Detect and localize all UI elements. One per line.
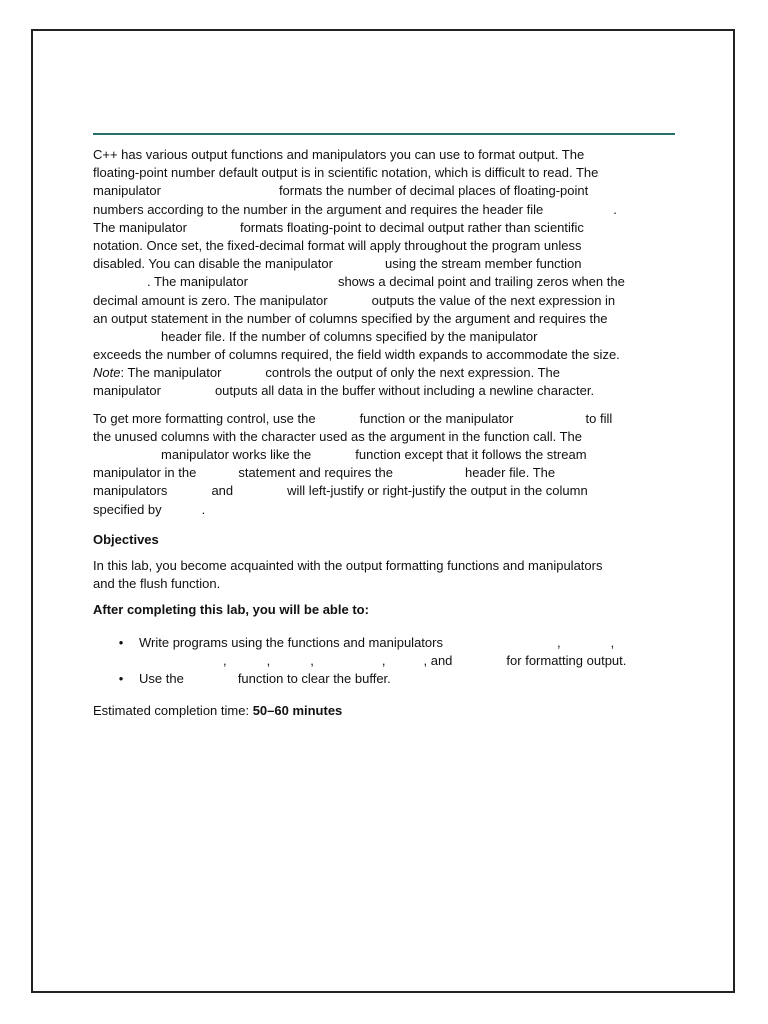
text: To get more formatting control, use the [93,410,316,426]
outcomes-list [93,634,677,689]
text-line [93,328,677,346]
text: manipulator in the [93,465,197,481]
text: . [201,501,206,517]
text: , [556,634,561,650]
intro-paragraph [93,146,677,401]
objectives-text: In this lab, you become acquainted with the output formatting functions and manipulators [93,557,603,573]
text: specified by [93,501,162,517]
bullet-icon: • [118,634,124,650]
document-body [93,146,677,720]
text: exceeds the number of columns required, the field width expands to accommodate the size. [93,347,620,363]
text: formats the number of decimal places of floating-point [278,183,589,199]
text: , [266,652,271,668]
text-line [93,292,677,310]
text: : The manipulator [120,365,222,381]
text-line [93,201,677,219]
text: The manipulator [93,219,187,235]
text: using the stream member function [384,256,582,272]
text: outputs all data in the buffer without including a newline character. [214,383,595,399]
text-line [93,446,677,464]
text: Use the [139,670,184,686]
text-line [93,382,677,400]
text: to fill [585,410,613,426]
formatting-paragraph [93,410,677,519]
text: C++ has various output functions and manipulators you can use to format output. The [93,147,585,162]
list-item [93,634,677,670]
text-line [93,219,677,237]
text: manipulators [93,483,168,499]
text: function to clear the buffer. [237,670,391,686]
text: will left-justify or right-justify the output in the column [287,483,588,499]
text: disabled. You can disable the manipulator [93,256,333,272]
text: formats floating-point to decimal output rather than scientific [239,219,584,235]
text: decimal amount is zero. The manipulator [93,292,328,308]
text: function except that it follows the stream [355,447,587,462]
text-line [93,364,677,382]
text: , and [423,652,453,668]
text: for formatting output. [506,652,627,668]
text: , [310,652,314,668]
text: manipulator works like the [161,447,312,462]
text: numbers according to the number in the argument and requires the header file [93,201,544,217]
text-line [93,273,677,291]
estimated-time [93,702,677,720]
text: manipulator [93,383,161,399]
note-label: Note [93,365,121,381]
text: outputs the value of the next expression in [371,292,616,308]
bullet-icon: • [118,670,124,686]
text: floating-point number default output is in scientific notation, which is difficult to read. The [93,165,599,181]
text-line [93,464,677,482]
text-line [93,255,677,273]
text-line [93,482,677,500]
text: Write programs using the functions and manipulators [139,634,443,650]
text: , [610,634,615,650]
text: function or the manipulator [359,410,514,426]
text: the unused columns with the character used as the argument in the function call. The [93,428,582,444]
text: an output statement in the number of columns specified by the argument and requires the [93,310,608,326]
text: controls the output of only the next expression. The [265,365,561,381]
list-item [93,670,677,688]
text: header file. The [465,465,556,481]
text-line [93,237,677,255]
text: header file. If the number of columns specified by the manipulator [161,328,538,344]
text-line [93,182,677,200]
objectives-heading: Objectives [93,531,159,547]
estimate-value: 50–60 minutes [252,703,343,719]
after-heading: After completing this lab, you will be able to: [93,602,369,618]
text-line [93,501,677,519]
text: . The manipulator [147,274,248,290]
text-line [93,346,677,364]
text: and [211,483,234,499]
text-line [93,146,677,164]
text: manipulator [93,183,161,199]
text: , [381,652,386,668]
estimate-label: Estimated completion time: [93,703,253,719]
text-line [93,428,677,446]
objectives-text: and the flush function. [93,576,221,592]
text-line [93,410,677,428]
text: notation. Once set, the fixed-decimal format will apply throughout the program unless [93,237,582,253]
text: shows a decimal point and trailing zeros when the [337,274,625,290]
text: . [613,201,617,217]
text: , [223,652,227,668]
header-rule [93,133,675,135]
text: statement and requires the [238,465,393,481]
text-line [93,164,677,182]
text-line [93,310,677,328]
